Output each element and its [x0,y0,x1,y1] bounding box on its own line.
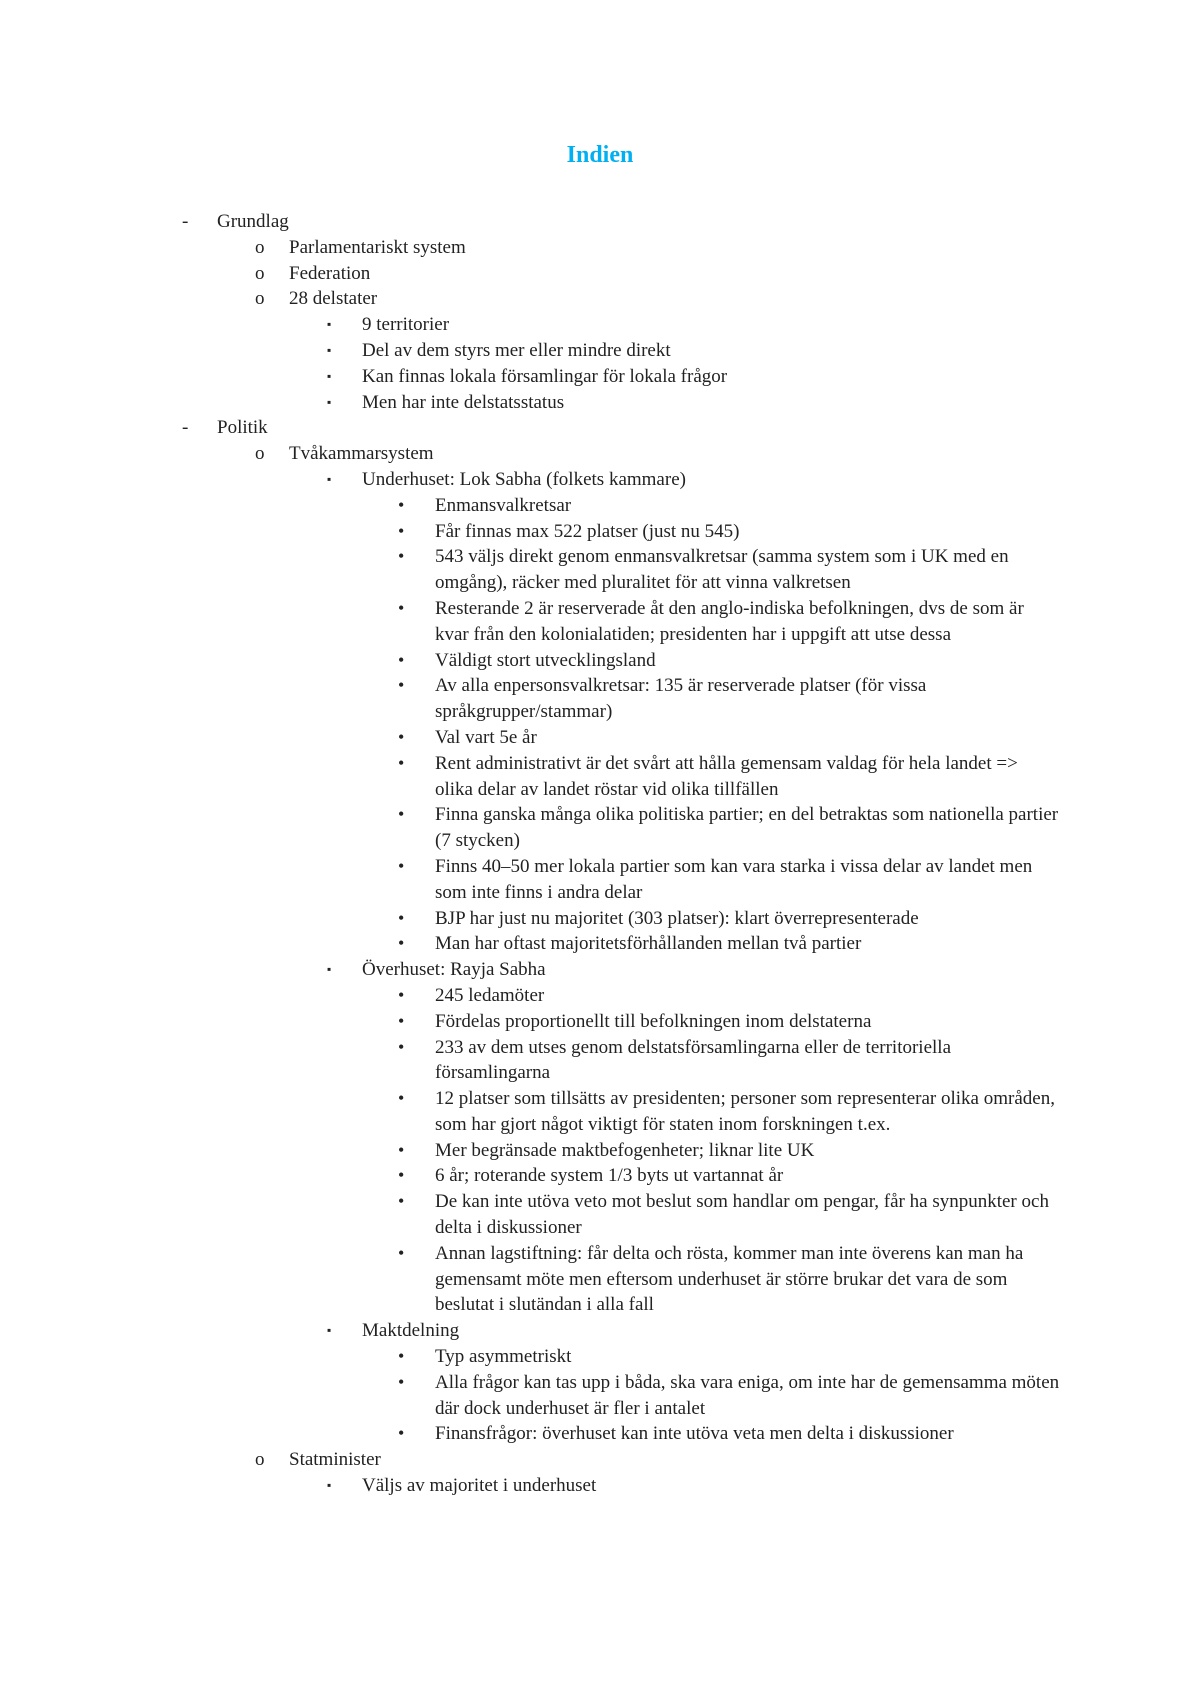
round-bullet-icon: • [398,933,405,954]
list-item-text: Finns 40–50 mer lokala partier som kan vara starka i vissa delar av landet men som inte finns i andra delar [435,855,1033,903]
list-item-level-3 [0,648,1060,674]
list-item-level-3 [0,1189,1060,1241]
round-bullet-icon: • [398,1010,405,1031]
list-item-level-3 [0,931,1060,957]
square-bullet-icon: ▪ [327,342,332,357]
square-bullet-icon: ▪ [327,471,332,486]
circle-marker: o [255,1449,265,1471]
list-item-level-1 [0,235,1060,261]
list-item-level-3 [0,1370,1060,1422]
list-item-level-2 [0,390,1060,416]
list-item-level-3 [0,519,1060,545]
round-bullet-icon: • [398,649,405,670]
round-bullet-icon: • [398,726,405,747]
list-item-text: 543 väljs direkt genom enmansvalkretsar (samma system som i UK med en omgång), räcker med pluralitet för att vinna valkretsen [435,546,1009,594]
list-item-text: Får finnas max 522 platser (just nu 545) [435,520,740,542]
round-bullet-icon: • [398,1165,405,1186]
dash-marker: - [182,417,189,439]
round-bullet-icon: • [398,1036,405,1057]
dash-marker: - [182,211,189,232]
circle-marker: o [255,288,265,310]
round-bullet-icon: • [398,855,405,876]
list-item-text: Tvåkammarsystem [289,443,434,465]
list-item-level-2 [0,364,1060,390]
list-item-level-3 [0,1086,1060,1138]
square-bullet-icon: ▪ [327,1478,332,1493]
list-item-text: Underhuset: Lok Sabha (folkets kammare) [362,468,686,490]
list-item-level-1 [0,441,1060,467]
list-item-level-3 [0,983,1060,1009]
list-item-text: Maktdelning [362,1320,460,1342]
list-item-level-2 [0,467,1060,493]
round-bullet-icon: • [398,520,405,541]
outline-list [0,209,1200,1499]
circle-marker: o [255,262,265,284]
round-bullet-icon: • [398,1191,405,1212]
list-item-level-3 [0,673,1060,725]
round-bullet-icon: • [398,1242,405,1263]
round-bullet-icon: • [398,1139,405,1160]
list-item-level-3 [0,1035,1060,1087]
list-item-text: Resterande 2 är reserverade åt den anglo-indiska befolkningen, dvs de som är kvar från den kolonialatiden; presidenten har i uppgift att utse dessa [435,597,1024,645]
list-item-text: Fördelas proportionellt till befolkningen inom delstaterna [435,1010,872,1032]
document-title: Indien [566,142,634,168]
list-item-level-3 [0,544,1060,596]
square-bullet-icon: ▪ [327,368,332,383]
list-item-level-3 [0,751,1060,803]
list-item-level-3 [0,596,1060,648]
list-item-text: Finna ganska många olika politiska partier; en del betraktas som nationella partier (7 stycken) [435,804,1059,852]
list-item-level-3 [0,725,1060,751]
list-item-text: Finansfrågor: överhuset kan inte utöva veta men delta i diskussioner [435,1423,954,1445]
list-item-text: Enmansvalkretsar [435,494,572,516]
list-item-text: Väljs av majoritet i underhuset [362,1475,597,1497]
list-item-text: BJP har just nu majoritet (303 platser): klart överrepresenterade [435,907,919,929]
list-item-level-3 [0,1241,1060,1318]
list-item-text: Av alla enpersonsvalkretsar: 135 är reserverade platser (för vissa språkgrupper/stammar) [435,675,927,723]
list-item-text: Politik [217,417,268,439]
list-item-text: Men har inte delstatsstatus [362,391,565,413]
round-bullet-icon: • [398,597,405,618]
round-bullet-icon: • [398,675,405,696]
list-item-level-2 [0,957,1060,983]
list-item-text: Val vart 5e år [435,726,537,748]
list-item-text: De kan inte utöva veto mot beslut som handlar om pengar, får ha synpunkter och delta i diskussioner [435,1191,1049,1239]
list-item-level-3 [0,1009,1060,1035]
list-item-text: 245 ledamöter [435,984,545,1006]
round-bullet-icon: • [398,494,405,515]
list-item-level-2 [0,1318,1060,1344]
list-item-text: 28 delstater [289,288,378,310]
list-item-level-0 [0,209,1060,235]
list-item-text: Man har oftast majoritetsförhållanden mellan två partier [435,933,862,955]
list-item-text: 233 av dem utses genom delstatsförsamlingarna eller de territoriella församlingarna [435,1036,951,1084]
round-bullet-icon: • [398,804,405,825]
list-item-level-2 [0,338,1060,364]
list-item-level-3 [0,493,1060,519]
list-item-text: Annan lagstiftning: får delta och rösta, kommer man inte överens kan man ha gemensamt möte men eftersom underhuset är större brukar det vara de som beslutat i slutändan i alla fall [435,1242,1024,1316]
list-item-text: 6 år; roterande system 1/3 byts ut vartannat år [435,1165,784,1187]
list-item-level-3 [0,1344,1060,1370]
list-item-level-0 [0,415,1060,441]
list-item-level-2 [0,1473,1060,1499]
round-bullet-icon: • [398,752,405,773]
list-item-text: Typ asymmetriskt [435,1346,572,1368]
list-item-level-3 [0,1421,1060,1447]
round-bullet-icon: • [398,1346,405,1367]
square-bullet-icon: ▪ [327,317,332,332]
round-bullet-icon: • [398,1423,405,1444]
round-bullet-icon: • [398,546,405,567]
round-bullet-icon: • [398,1088,405,1109]
list-item-text: Alla frågor kan tas upp i båda, ska vara eniga, om inte har de gemensamma möten där dock underhuset är fler i antalet [435,1371,1060,1419]
square-bullet-icon: ▪ [327,962,332,977]
list-item-level-1 [0,286,1060,312]
round-bullet-icon: • [398,984,405,1005]
list-item-level-3 [0,854,1060,906]
round-bullet-icon: • [398,1371,405,1392]
list-item-level-3 [0,1163,1060,1189]
circle-marker: o [255,443,265,465]
list-item-level-3 [0,1138,1060,1164]
list-item-text: Kan finnas lokala församlingar för lokala frågor [362,365,728,387]
list-item-text: Statminister [289,1449,381,1471]
list-item-text: Väldigt stort utvecklingsland [435,649,656,671]
list-item-level-3 [0,802,1060,854]
list-item-text: 9 territorier [362,314,450,336]
circle-marker: o [255,236,265,258]
list-item-text: Parlamentariskt system [289,236,466,258]
list-item-text: Mer begränsade maktbefogenheter; liknar lite UK [435,1139,815,1161]
list-item-text: Del av dem styrs mer eller mindre direkt [362,339,671,361]
square-bullet-icon: ▪ [327,394,332,409]
list-item-level-1 [0,1447,1060,1473]
list-item-level-2 [0,312,1060,338]
square-bullet-icon: ▪ [327,1323,332,1338]
list-item-text: Överhuset: Rayja Sabha [362,959,546,981]
round-bullet-icon: • [398,907,405,928]
list-item-level-3 [0,906,1060,932]
list-item-text: Grundlag [217,211,289,232]
list-item-text: 12 platser som tillsätts av presidenten; personer som representerar olika områden, som har gjort något viktigt för staten inom forskningen t.ex. [435,1088,1055,1135]
list-item-level-1 [0,261,1060,287]
list-item-text: Federation [289,262,371,284]
list-item-text: Rent administrativt är det svårt att hålla gemensam valdag för hela landet => olika delar av landet röstar vid olika tillfällen [435,752,1018,800]
